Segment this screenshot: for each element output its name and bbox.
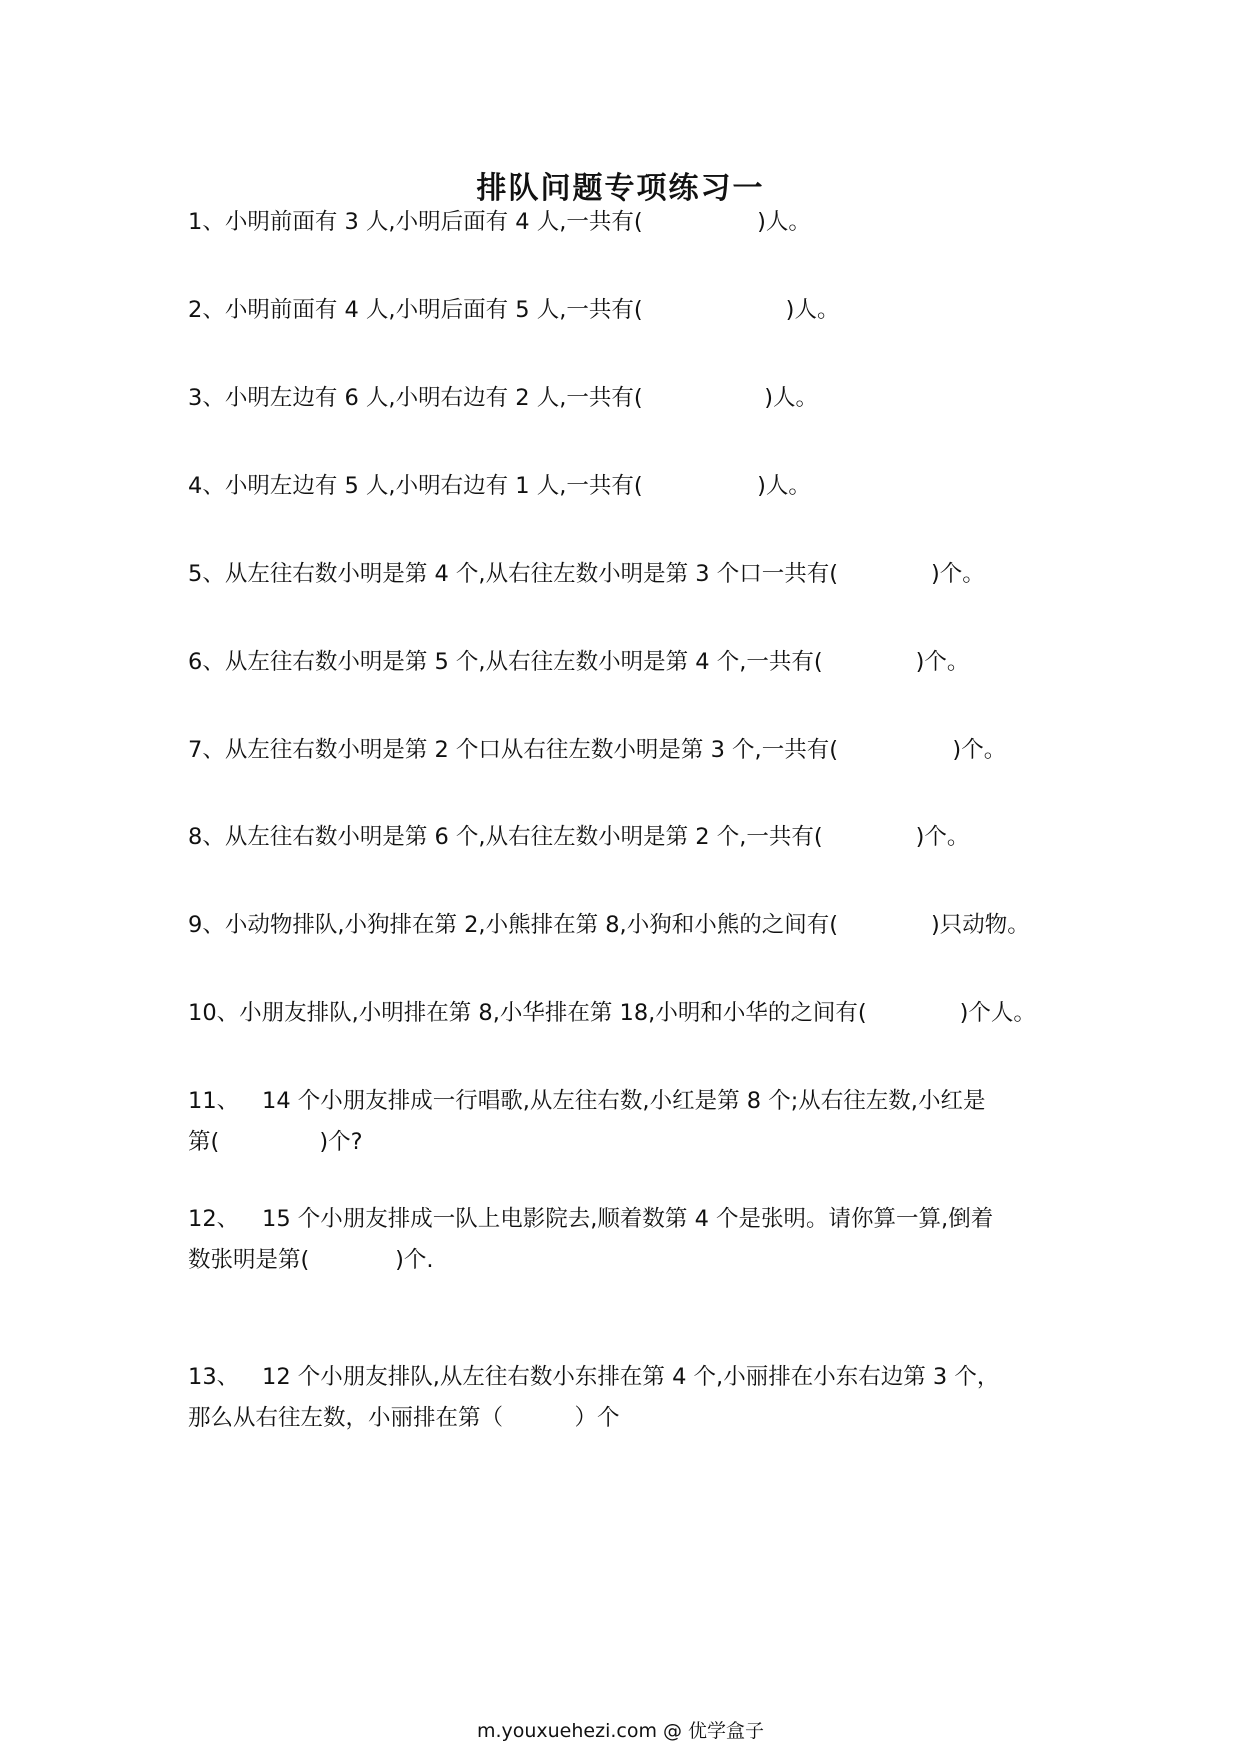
question-text: 2、小明前面有 4 人,小明后面有 5 人,一共有( )人。 bbox=[188, 297, 840, 323]
question-text: 1、小明前面有 3 人,小明后面有 4 人,一共有( )人。 bbox=[188, 209, 811, 235]
question-number: 12、 bbox=[188, 1206, 240, 1232]
question-text: 8、从左往右数小明是第 6 个,从右往左数小明是第 2 个,一共有( )个。 bbox=[188, 824, 970, 850]
question-text: 15 个小朋友排成一队上电影院去,顺着数第 4 个是张明。请你算一算,倒着 bbox=[262, 1206, 994, 1232]
question-text: 7、从左往右数小明是第 2 个口从右往左数小明是第 3 个,一共有( )个。 bbox=[188, 737, 1007, 763]
page-title: 排队问题专项练习一 bbox=[476, 171, 765, 206]
question-9 bbox=[188, 905, 1078, 946]
question-text: 4、小明左边有 5 人,小明右边有 1 人,一共有( )人。 bbox=[188, 473, 811, 499]
question-text: 5、从左往右数小明是第 4 个,从右往左数小明是第 3 个口一共有( )个。 bbox=[188, 561, 985, 587]
question-text: 10、小朋友排队,小明排在第 8,小华排在第 18,小明和小华的之间有( )个人。 bbox=[188, 1000, 1036, 1026]
question-5 bbox=[188, 554, 1078, 595]
question-number: 13、 bbox=[188, 1364, 240, 1390]
question-1 bbox=[188, 202, 1078, 243]
question-text: 3、小明左边有 6 人,小明右边有 2 人,一共有( )人。 bbox=[188, 385, 819, 411]
question-text-continued: 那么从右往左数，小丽排在第（ ）个 bbox=[188, 1405, 620, 1431]
question-number: 11、 bbox=[188, 1088, 240, 1114]
question-text: 12 个小朋友排队,从左往右数小东排在第 4 个,小丽排在小东右边第 3 个， bbox=[262, 1364, 1000, 1390]
question-text: 6、从左往右数小明是第 5 个,从右往左数小明是第 4 个,一共有( )个。 bbox=[188, 649, 970, 675]
question-13 bbox=[188, 1357, 1078, 1439]
question-text-continued: 数张明是第( )个. bbox=[188, 1247, 434, 1273]
question-text-continued: 第( )个? bbox=[188, 1129, 363, 1155]
question-2 bbox=[188, 290, 1078, 331]
question-11 bbox=[188, 1081, 1078, 1163]
question-8 bbox=[188, 817, 1078, 858]
question-text: 14 个小朋友排成一行唱歌,从左往右数,小红是第 8 个;从右往左数,小红是 bbox=[262, 1088, 986, 1114]
question-12 bbox=[188, 1199, 1078, 1281]
footer-watermark: m.youxuehezi.com @ 优学盒子 bbox=[476, 1720, 765, 1742]
question-7 bbox=[188, 730, 1078, 771]
question-4 bbox=[188, 466, 1078, 507]
question-10 bbox=[188, 993, 1078, 1034]
question-text: 9、小动物排队,小狗排在第 2,小熊排在第 8,小狗和小熊的之间有( )只动物。 bbox=[188, 912, 1030, 938]
question-6 bbox=[188, 642, 1078, 683]
question-3 bbox=[188, 378, 1078, 419]
